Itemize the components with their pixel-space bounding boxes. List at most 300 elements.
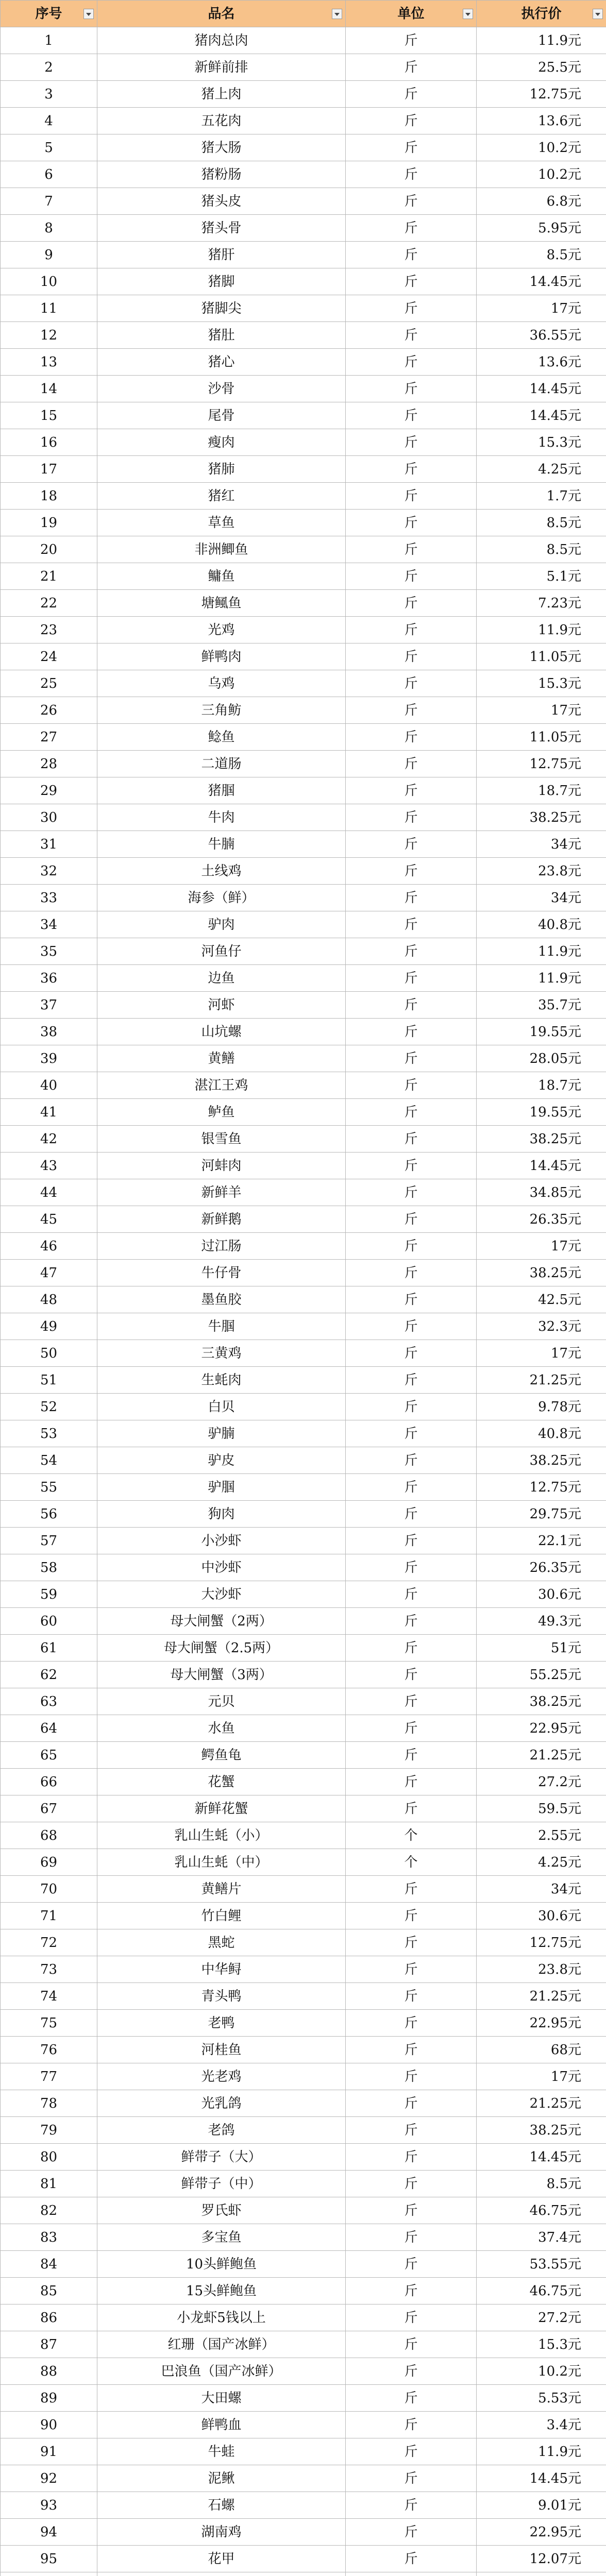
- price-cell[interactable]: 11.05元: [477, 643, 606, 670]
- unit-cell[interactable]: 斤: [346, 1742, 477, 1769]
- row-number-cell[interactable]: 9: [1, 242, 97, 268]
- row-number-cell[interactable]: 44: [1, 1179, 97, 1206]
- unit-cell[interactable]: 斤: [346, 161, 477, 188]
- price-cell[interactable]: 11.9元: [477, 938, 606, 965]
- price-cell[interactable]: 11.9元: [477, 617, 606, 643]
- row-number-cell[interactable]: 11: [1, 295, 97, 322]
- product-name-cell[interactable]: 山坑螺: [97, 1019, 346, 1045]
- unit-cell[interactable]: 斤: [346, 376, 477, 402]
- price-cell[interactable]: 38.25元: [477, 1126, 606, 1153]
- row-number-cell[interactable]: 47: [1, 1260, 97, 1286]
- filter-dropdown-icon[interactable]: [332, 9, 342, 19]
- product-name-cell[interactable]: 三黄鸡: [97, 1340, 346, 1367]
- product-name-cell[interactable]: 湖南鸡: [97, 2519, 346, 2546]
- price-cell[interactable]: 12.07元: [477, 2546, 606, 2572]
- price-cell[interactable]: 38.25元: [477, 1260, 606, 1286]
- row-number-cell[interactable]: 45: [1, 1206, 97, 1233]
- filter-dropdown-icon[interactable]: [83, 9, 94, 19]
- row-number-cell[interactable]: 68: [1, 1822, 97, 1849]
- row-number-cell[interactable]: 29: [1, 777, 97, 804]
- price-cell[interactable]: 4.25元: [477, 456, 606, 483]
- unit-cell[interactable]: 斤: [346, 2385, 477, 2412]
- row-number-cell[interactable]: 93: [1, 2492, 97, 2519]
- product-name-cell[interactable]: 猪红: [97, 483, 346, 510]
- product-name-cell[interactable]: 10头鲜鲍鱼: [97, 2251, 346, 2278]
- row-number-cell[interactable]: 71: [1, 1903, 97, 1929]
- row-number-cell[interactable]: 4: [1, 108, 97, 134]
- product-name-cell[interactable]: 水鱼: [97, 1715, 346, 1742]
- product-name-cell[interactable]: 中华鲟: [97, 1956, 346, 1983]
- product-name-cell[interactable]: 石螺: [97, 2492, 346, 2519]
- unit-cell[interactable]: 斤: [346, 2304, 477, 2331]
- product-name-cell[interactable]: 猪肝: [97, 242, 346, 268]
- product-name-cell[interactable]: 猪脚尖: [97, 295, 346, 322]
- row-number-cell[interactable]: 46: [1, 1233, 97, 1260]
- row-number-cell[interactable]: 10: [1, 268, 97, 295]
- unit-cell[interactable]: 斤: [346, 1233, 477, 1260]
- price-cell[interactable]: 35.7元: [477, 992, 606, 1019]
- row-number-cell[interactable]: 40: [1, 1072, 97, 1099]
- unit-cell[interactable]: 斤: [346, 2171, 477, 2197]
- unit-cell[interactable]: 斤: [346, 1260, 477, 1286]
- product-name-cell[interactable]: 土线鸡: [97, 858, 346, 885]
- unit-cell[interactable]: 斤: [346, 1795, 477, 1822]
- row-number-cell[interactable]: 14: [1, 376, 97, 402]
- unit-cell[interactable]: 斤: [346, 349, 477, 376]
- row-number-cell[interactable]: 39: [1, 1045, 97, 1072]
- product-name-cell[interactable]: 鲶鱼: [97, 724, 346, 751]
- unit-cell[interactable]: 斤: [346, 1528, 477, 1554]
- product-name-cell[interactable]: 河蚌肉: [97, 1153, 346, 1179]
- unit-cell[interactable]: 斤: [346, 188, 477, 215]
- row-number-cell[interactable]: 63: [1, 1688, 97, 1715]
- unit-cell[interactable]: 斤: [346, 1715, 477, 1742]
- unit-cell[interactable]: 斤: [346, 2358, 477, 2385]
- filter-dropdown-icon[interactable]: [593, 9, 603, 19]
- unit-cell[interactable]: 斤: [346, 2197, 477, 2224]
- product-name-cell[interactable]: 红珊（国产冰鲜）: [97, 2331, 346, 2358]
- row-number-cell[interactable]: 53: [1, 1420, 97, 1447]
- product-name-cell[interactable]: 新鲜花蟹: [97, 1795, 346, 1822]
- row-number-cell[interactable]: 13: [1, 349, 97, 376]
- product-name-cell[interactable]: 光鸡: [97, 617, 346, 643]
- row-number-cell[interactable]: 67: [1, 1795, 97, 1822]
- unit-cell[interactable]: 斤: [346, 1340, 477, 1367]
- product-name-cell[interactable]: 鲜鸭肉: [97, 643, 346, 670]
- price-cell[interactable]: 12.75元: [477, 751, 606, 777]
- unit-cell[interactable]: 个: [346, 1849, 477, 1876]
- product-name-cell[interactable]: 母大闸蟹（2.5两）: [97, 1635, 346, 1662]
- row-number-cell[interactable]: 95: [1, 2546, 97, 2572]
- price-cell[interactable]: 8.5元: [477, 510, 606, 536]
- unit-cell[interactable]: 斤: [346, 563, 477, 590]
- row-number-cell[interactable]: 37: [1, 992, 97, 1019]
- product-name-cell[interactable]: 河桂鱼: [97, 2037, 346, 2063]
- unit-cell[interactable]: 斤: [346, 1581, 477, 1608]
- price-cell[interactable]: 21.25元: [477, 1367, 606, 1394]
- row-number-cell[interactable]: 5: [1, 134, 97, 161]
- product-name-cell[interactable]: 乳山生蚝（小）: [97, 1822, 346, 1849]
- price-cell[interactable]: 27.2元: [477, 1769, 606, 1795]
- product-name-cell[interactable]: 罗氏虾: [97, 2197, 346, 2224]
- product-name-cell[interactable]: 老鸭: [97, 2010, 346, 2037]
- row-number-cell[interactable]: 94: [1, 2519, 97, 2546]
- unit-cell[interactable]: 斤: [346, 1983, 477, 2010]
- product-name-cell[interactable]: 三角鲂: [97, 697, 346, 724]
- row-number-cell[interactable]: 30: [1, 804, 97, 831]
- price-cell[interactable]: 9.01元: [477, 2492, 606, 2519]
- row-number-cell[interactable]: [1, 2572, 97, 2576]
- unit-cell[interactable]: 斤: [346, 54, 477, 81]
- price-cell[interactable]: 21.25元: [477, 2090, 606, 2117]
- product-name-cell[interactable]: 鲜带子（大）: [97, 2144, 346, 2171]
- row-number-cell[interactable]: 86: [1, 2304, 97, 2331]
- price-cell[interactable]: 29.75元: [477, 1501, 606, 1528]
- price-cell[interactable]: 14.45元: [477, 268, 606, 295]
- price-cell[interactable]: 10.2元: [477, 2358, 606, 2385]
- unit-cell[interactable]: 斤: [346, 1045, 477, 1072]
- product-name-cell[interactable]: 花甲: [97, 2546, 346, 2572]
- price-cell[interactable]: 59.5元: [477, 1795, 606, 1822]
- row-number-cell[interactable]: 58: [1, 1554, 97, 1581]
- unit-cell[interactable]: 斤: [346, 536, 477, 563]
- row-number-cell[interactable]: 34: [1, 911, 97, 938]
- price-cell[interactable]: 19.55元: [477, 1019, 606, 1045]
- unit-cell[interactable]: 斤: [346, 2090, 477, 2117]
- price-cell[interactable]: 13.6元: [477, 108, 606, 134]
- product-name-cell[interactable]: 瘦肉: [97, 429, 346, 456]
- product-name-cell[interactable]: 大田螺: [97, 2385, 346, 2412]
- unit-cell[interactable]: 斤: [346, 1474, 477, 1501]
- unit-cell[interactable]: 斤: [346, 1099, 477, 1126]
- row-number-cell[interactable]: 26: [1, 697, 97, 724]
- price-cell[interactable]: 40.8元: [477, 911, 606, 938]
- unit-cell[interactable]: 斤: [346, 2412, 477, 2438]
- price-cell[interactable]: 38.25元: [477, 1447, 606, 1474]
- price-cell[interactable]: 21.25元: [477, 1742, 606, 1769]
- unit-cell[interactable]: 斤: [346, 643, 477, 670]
- row-number-cell[interactable]: 24: [1, 643, 97, 670]
- product-name-cell[interactable]: 过江肠: [97, 1233, 346, 1260]
- unit-cell[interactable]: 斤: [346, 402, 477, 429]
- row-number-cell[interactable]: 8: [1, 215, 97, 242]
- row-number-cell[interactable]: 6: [1, 161, 97, 188]
- unit-cell[interactable]: 斤: [346, 1608, 477, 1635]
- row-number-cell[interactable]: 59: [1, 1581, 97, 1608]
- product-name-cell[interactable]: 大沙虾: [97, 1581, 346, 1608]
- price-cell[interactable]: 9.78元: [477, 1394, 606, 1420]
- unit-cell[interactable]: 斤: [346, 2465, 477, 2492]
- price-cell[interactable]: 53.55元: [477, 2251, 606, 2278]
- price-cell[interactable]: 17元: [477, 2063, 606, 2090]
- price-cell[interactable]: 34.85元: [477, 1179, 606, 1206]
- product-name-cell[interactable]: 元贝: [97, 1688, 346, 1715]
- product-name-cell[interactable]: 猪上肉: [97, 81, 346, 108]
- unit-cell[interactable]: 斤: [346, 295, 477, 322]
- row-number-cell[interactable]: 82: [1, 2197, 97, 2224]
- price-cell[interactable]: 30.6元: [477, 1581, 606, 1608]
- row-number-cell[interactable]: 18: [1, 483, 97, 510]
- price-cell[interactable]: 34元: [477, 831, 606, 858]
- product-name-cell[interactable]: 猪腘: [97, 777, 346, 804]
- price-cell[interactable]: 22.95元: [477, 1715, 606, 1742]
- price-cell[interactable]: 10.2元: [477, 134, 606, 161]
- product-name-cell[interactable]: 猪脚: [97, 268, 346, 295]
- price-cell[interactable]: 1.7元: [477, 483, 606, 510]
- unit-cell[interactable]: 斤: [346, 2037, 477, 2063]
- row-number-cell[interactable]: 89: [1, 2385, 97, 2412]
- row-number-cell[interactable]: 79: [1, 2117, 97, 2144]
- unit-cell[interactable]: 斤: [346, 992, 477, 1019]
- price-cell[interactable]: 32.3元: [477, 1313, 606, 1340]
- product-name-cell[interactable]: 小沙虾: [97, 1528, 346, 1554]
- filter-dropdown-icon[interactable]: [463, 9, 473, 19]
- price-cell[interactable]: 15.3元: [477, 2331, 606, 2358]
- price-cell[interactable]: 11.9元: [477, 27, 606, 54]
- unit-cell[interactable]: [346, 2572, 477, 2576]
- product-name-cell[interactable]: 新鲜前排: [97, 54, 346, 81]
- unit-cell[interactable]: 斤: [346, 2010, 477, 2037]
- unit-cell[interactable]: 斤: [346, 1126, 477, 1153]
- unit-cell[interactable]: 斤: [346, 1019, 477, 1045]
- row-number-cell[interactable]: 23: [1, 617, 97, 643]
- price-cell[interactable]: 26.35元: [477, 1554, 606, 1581]
- product-name-cell[interactable]: 光乳鸽: [97, 2090, 346, 2117]
- product-name-cell[interactable]: 湛江王鸡: [97, 1072, 346, 1099]
- product-name-cell[interactable]: 青头鸭: [97, 1983, 346, 2010]
- row-number-cell[interactable]: 85: [1, 2278, 97, 2304]
- unit-cell[interactable]: 斤: [346, 670, 477, 697]
- row-number-cell[interactable]: 27: [1, 724, 97, 751]
- price-cell[interactable]: 34元: [477, 885, 606, 911]
- unit-cell[interactable]: 斤: [346, 938, 477, 965]
- unit-cell[interactable]: 斤: [346, 2144, 477, 2171]
- unit-cell[interactable]: 斤: [346, 215, 477, 242]
- row-number-cell[interactable]: 65: [1, 1742, 97, 1769]
- row-number-cell[interactable]: 81: [1, 2171, 97, 2197]
- unit-cell[interactable]: 斤: [346, 2492, 477, 2519]
- row-number-cell[interactable]: 49: [1, 1313, 97, 1340]
- unit-cell[interactable]: 斤: [346, 108, 477, 134]
- product-name-cell[interactable]: 猪大肠: [97, 134, 346, 161]
- row-number-cell[interactable]: 88: [1, 2358, 97, 2385]
- price-cell[interactable]: 18.7元: [477, 777, 606, 804]
- unit-cell[interactable]: 斤: [346, 456, 477, 483]
- price-cell[interactable]: 38.25元: [477, 1688, 606, 1715]
- product-name-cell[interactable]: 猪头皮: [97, 188, 346, 215]
- unit-cell[interactable]: 斤: [346, 724, 477, 751]
- row-number-cell[interactable]: 28: [1, 751, 97, 777]
- unit-cell[interactable]: 斤: [346, 965, 477, 992]
- row-number-cell[interactable]: 33: [1, 885, 97, 911]
- row-number-cell[interactable]: 84: [1, 2251, 97, 2278]
- price-cell[interactable]: 25.5元: [477, 54, 606, 81]
- row-number-cell[interactable]: 91: [1, 2438, 97, 2465]
- product-name-cell[interactable]: 鲜鸭血: [97, 2412, 346, 2438]
- price-cell[interactable]: 27.2元: [477, 2304, 606, 2331]
- price-cell[interactable]: 55.25元: [477, 1662, 606, 1688]
- unit-cell[interactable]: 斤: [346, 804, 477, 831]
- product-name-cell[interactable]: 鳙鱼: [97, 563, 346, 590]
- unit-cell[interactable]: 斤: [346, 1072, 477, 1099]
- price-cell[interactable]: 13.6元: [477, 349, 606, 376]
- row-number-cell[interactable]: 73: [1, 1956, 97, 1983]
- price-cell[interactable]: 22.1元: [477, 1528, 606, 1554]
- price-cell[interactable]: 51元: [477, 1635, 606, 1662]
- unit-cell[interactable]: 斤: [346, 1394, 477, 1420]
- row-number-cell[interactable]: 36: [1, 965, 97, 992]
- row-number-cell[interactable]: 74: [1, 1983, 97, 2010]
- price-cell[interactable]: 10.2元: [477, 161, 606, 188]
- price-cell[interactable]: 23.8元: [477, 1956, 606, 1983]
- unit-cell[interactable]: 斤: [346, 1501, 477, 1528]
- product-name-cell[interactable]: 黄鳝片: [97, 1876, 346, 1903]
- price-cell[interactable]: 22.95元: [477, 2519, 606, 2546]
- product-name-cell[interactable]: 鳄鱼龟: [97, 1742, 346, 1769]
- unit-cell[interactable]: 斤: [346, 1688, 477, 1715]
- price-cell[interactable]: 17元: [477, 295, 606, 322]
- row-number-cell[interactable]: 20: [1, 536, 97, 563]
- row-number-cell[interactable]: 1: [1, 27, 97, 54]
- product-name-cell[interactable]: 乌鸡: [97, 670, 346, 697]
- unit-cell[interactable]: 斤: [346, 1153, 477, 1179]
- product-name-cell[interactable]: 猪头骨: [97, 215, 346, 242]
- price-cell[interactable]: 14.45元: [477, 402, 606, 429]
- product-name-cell[interactable]: 竹白鲤: [97, 1903, 346, 1929]
- row-number-cell[interactable]: 83: [1, 2224, 97, 2251]
- price-cell[interactable]: 12.75元: [477, 1474, 606, 1501]
- price-cell[interactable]: 46.75元: [477, 2197, 606, 2224]
- product-name-cell[interactable]: [97, 2572, 346, 2576]
- product-name-cell[interactable]: 老鸽: [97, 2117, 346, 2144]
- unit-cell[interactable]: 斤: [346, 134, 477, 161]
- product-name-cell[interactable]: 尾骨: [97, 402, 346, 429]
- product-name-cell[interactable]: 非洲鲫鱼: [97, 536, 346, 563]
- row-number-cell[interactable]: 31: [1, 831, 97, 858]
- product-name-cell[interactable]: 母大闸蟹（3两）: [97, 1662, 346, 1688]
- unit-cell[interactable]: 斤: [346, 1447, 477, 1474]
- price-cell[interactable]: 11.05元: [477, 724, 606, 751]
- product-name-cell[interactable]: 牛蛙: [97, 2438, 346, 2465]
- price-cell[interactable]: 26.35元: [477, 1206, 606, 1233]
- row-number-cell[interactable]: 70: [1, 1876, 97, 1903]
- row-number-cell[interactable]: 21: [1, 563, 97, 590]
- price-cell[interactable]: 5.1元: [477, 563, 606, 590]
- price-cell[interactable]: 7.23元: [477, 590, 606, 617]
- row-number-cell[interactable]: 43: [1, 1153, 97, 1179]
- unit-cell[interactable]: 斤: [346, 617, 477, 643]
- unit-cell[interactable]: 斤: [346, 858, 477, 885]
- unit-cell[interactable]: 斤: [346, 27, 477, 54]
- price-cell[interactable]: 38.25元: [477, 804, 606, 831]
- unit-cell[interactable]: 斤: [346, 1554, 477, 1581]
- row-number-cell[interactable]: 57: [1, 1528, 97, 1554]
- row-number-cell[interactable]: 48: [1, 1286, 97, 1313]
- unit-cell[interactable]: 斤: [346, 751, 477, 777]
- row-number-cell[interactable]: 51: [1, 1367, 97, 1394]
- row-number-cell[interactable]: 90: [1, 2412, 97, 2438]
- price-cell[interactable]: 68元: [477, 2037, 606, 2063]
- product-name-cell[interactable]: 五花肉: [97, 108, 346, 134]
- product-name-cell[interactable]: 草鱼: [97, 510, 346, 536]
- price-cell[interactable]: 15.3元: [477, 429, 606, 456]
- row-number-cell[interactable]: 76: [1, 2037, 97, 2063]
- price-cell[interactable]: 22.95元: [477, 2010, 606, 2037]
- row-number-cell[interactable]: 55: [1, 1474, 97, 1501]
- product-name-cell[interactable]: 猪心: [97, 349, 346, 376]
- price-cell[interactable]: 34元: [477, 1876, 606, 1903]
- product-name-cell[interactable]: 边鱼: [97, 965, 346, 992]
- product-name-cell[interactable]: 猪肚: [97, 322, 346, 349]
- product-name-cell[interactable]: 花蟹: [97, 1769, 346, 1795]
- unit-cell[interactable]: 斤: [346, 1206, 477, 1233]
- row-number-cell[interactable]: 3: [1, 81, 97, 108]
- row-number-cell[interactable]: 80: [1, 2144, 97, 2171]
- row-number-cell[interactable]: 22: [1, 590, 97, 617]
- product-name-cell[interactable]: 鲈鱼: [97, 1099, 346, 1126]
- unit-cell[interactable]: 斤: [346, 510, 477, 536]
- row-number-cell[interactable]: 72: [1, 1929, 97, 1956]
- row-number-cell[interactable]: 69: [1, 1849, 97, 1876]
- row-number-cell[interactable]: 56: [1, 1501, 97, 1528]
- price-cell[interactable]: 21.25元: [477, 1983, 606, 2010]
- product-name-cell[interactable]: 新鲜鹅: [97, 1206, 346, 1233]
- row-number-cell[interactable]: 54: [1, 1447, 97, 1474]
- unit-cell[interactable]: 斤: [346, 429, 477, 456]
- row-number-cell[interactable]: 60: [1, 1608, 97, 1635]
- product-name-cell[interactable]: 光老鸡: [97, 2063, 346, 2090]
- unit-cell[interactable]: 斤: [346, 81, 477, 108]
- price-cell[interactable]: 38.25元: [477, 2117, 606, 2144]
- price-cell[interactable]: 11.9元: [477, 965, 606, 992]
- row-number-cell[interactable]: 42: [1, 1126, 97, 1153]
- row-number-cell[interactable]: 61: [1, 1635, 97, 1662]
- unit-cell[interactable]: 斤: [346, 322, 477, 349]
- row-number-cell[interactable]: 77: [1, 2063, 97, 2090]
- unit-cell[interactable]: 斤: [346, 1956, 477, 1983]
- price-cell[interactable]: 14.45元: [477, 376, 606, 402]
- unit-cell[interactable]: 斤: [346, 590, 477, 617]
- product-name-cell[interactable]: 黑蛇: [97, 1929, 346, 1956]
- product-name-cell[interactable]: 白贝: [97, 1394, 346, 1420]
- product-name-cell[interactable]: 多宝鱼: [97, 2224, 346, 2251]
- price-cell[interactable]: 14.45元: [477, 2144, 606, 2171]
- row-number-cell[interactable]: 50: [1, 1340, 97, 1367]
- product-name-cell[interactable]: 乳山生蚝（中）: [97, 1849, 346, 1876]
- product-name-cell[interactable]: 驴皮: [97, 1447, 346, 1474]
- price-cell[interactable]: 49.3元: [477, 1608, 606, 1635]
- unit-cell[interactable]: 斤: [346, 483, 477, 510]
- product-name-cell[interactable]: 驴肉: [97, 911, 346, 938]
- unit-cell[interactable]: 斤: [346, 1179, 477, 1206]
- row-number-cell[interactable]: 41: [1, 1099, 97, 1126]
- product-name-cell[interactable]: 巴浪鱼（国产冰鲜）: [97, 2358, 346, 2385]
- row-number-cell[interactable]: 75: [1, 2010, 97, 2037]
- price-cell[interactable]: 8.5元: [477, 2171, 606, 2197]
- unit-cell[interactable]: 斤: [346, 2278, 477, 2304]
- row-number-cell[interactable]: 78: [1, 2090, 97, 2117]
- unit-cell[interactable]: 斤: [346, 2519, 477, 2546]
- product-name-cell[interactable]: 牛肉: [97, 804, 346, 831]
- price-cell[interactable]: 23.8元: [477, 858, 606, 885]
- product-name-cell[interactable]: 海参（鲜）: [97, 885, 346, 911]
- price-cell[interactable]: 6.8元: [477, 188, 606, 215]
- price-cell[interactable]: [477, 2572, 606, 2576]
- price-cell[interactable]: 17元: [477, 1233, 606, 1260]
- row-number-cell[interactable]: 64: [1, 1715, 97, 1742]
- unit-cell[interactable]: 斤: [346, 911, 477, 938]
- row-number-cell[interactable]: 19: [1, 510, 97, 536]
